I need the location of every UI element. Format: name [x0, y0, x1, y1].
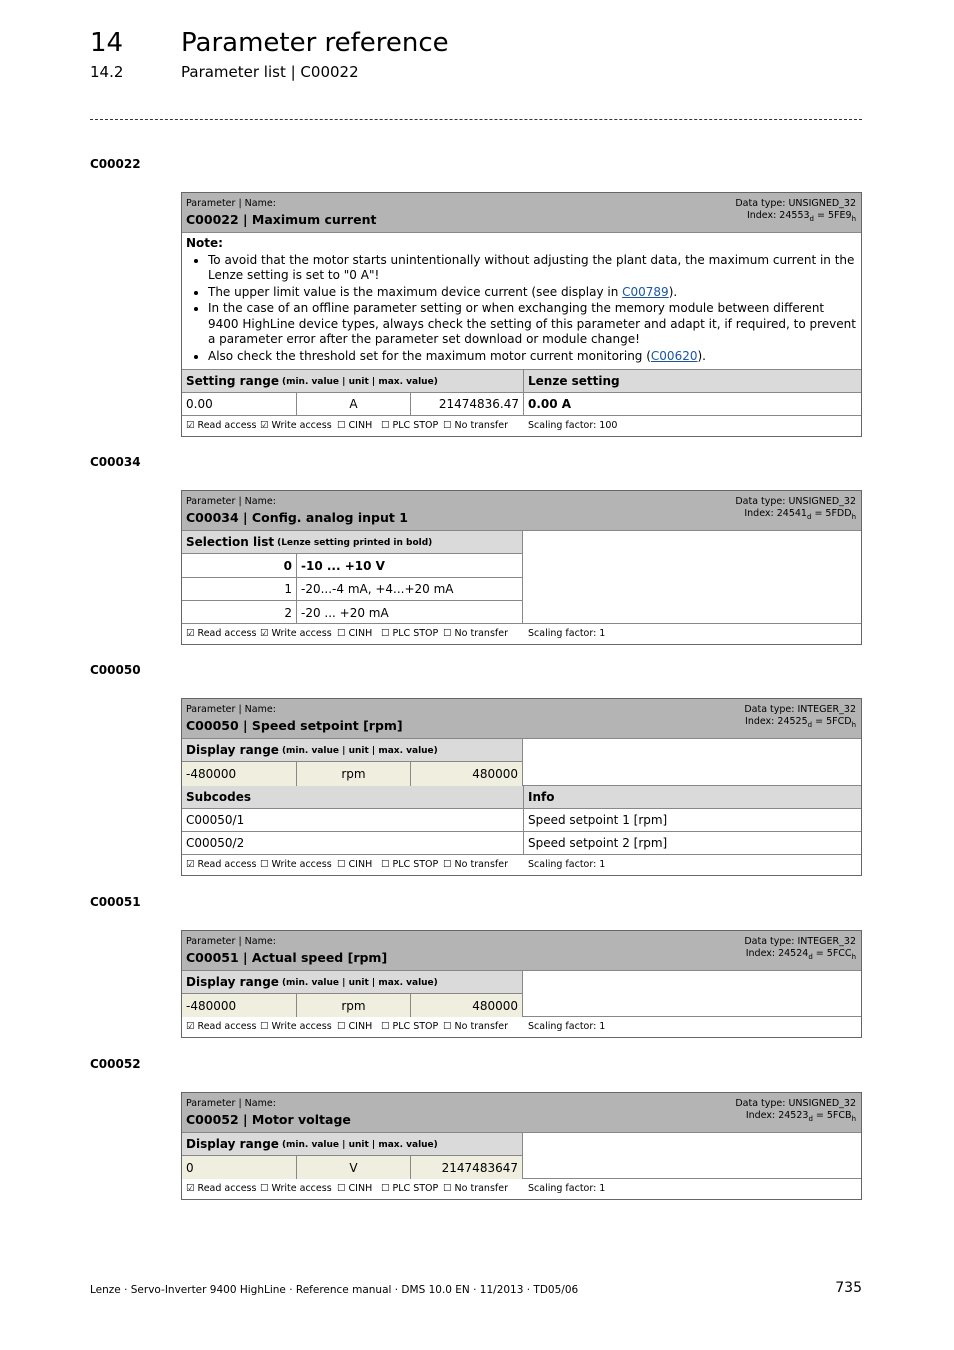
display-range-label: Display range (min. value | unit | max. value) [182, 739, 522, 761]
scaling-factor: Scaling factor: 1 [528, 1021, 606, 1032]
param-datatype: Data type: INTEGER_32 Index: $24525_d = 5FCD_h$ [744, 704, 856, 729]
page-footer: Lenze · Servo-Inverter 9400 HighLine · Reference manual · DMS 10.0 EN · 11/2013 · TD05/06 [90, 1284, 579, 1296]
subcode-info: Speed setpoint 2 [rpm] [523, 832, 861, 854]
option-label: -10 ... +10 V [296, 554, 522, 577]
option-label: -20...-4 mA, +4...+20 mA [296, 578, 522, 600]
param-heading-c00034: C00034 [90, 455, 141, 469]
subcode-code: C00050/2 [186, 836, 245, 850]
scaling-factor: Scaling factor: 100 [528, 420, 618, 431]
cinh-flag: ☐ CINH [337, 1183, 373, 1194]
plc-stop-flag: ☐ PLC STOP [381, 1183, 439, 1194]
param-header [182, 1093, 861, 1133]
write-access: ☑ Write access [260, 628, 332, 639]
plc-stop-flag: ☐ PLC STOP [381, 628, 439, 639]
scaling-factor: Scaling factor: 1 [528, 1183, 606, 1194]
plc-stop-flag: ☐ PLC STOP [381, 859, 439, 870]
param-heading-c00050: C00050 [90, 663, 141, 677]
param-header [182, 491, 861, 531]
no-transfer-flag: ☐ No transfer [443, 420, 508, 431]
read-access: ☑ Read access [186, 420, 257, 431]
note-item: • To avoid that the motor starts unintentionally without adjusting the plant data, the maximum current in the Lenze setting is set to "0 A"! [208, 253, 857, 284]
write-access: ☐ Write access [260, 859, 332, 870]
write-access: ☑ Write access [260, 420, 332, 431]
param-header [182, 193, 861, 233]
range-header-row [182, 370, 861, 393]
subcodes-label: Subcodes [182, 786, 523, 808]
option-value: 2 [284, 605, 292, 620]
param-datatype: Data type: UNSIGNED_32 Index: $24553_d = 5FE9_h$ [735, 198, 856, 223]
param-heading-c00052: C00052 [90, 1057, 141, 1071]
param-header [182, 699, 861, 739]
plc-stop-flag: ☐ PLC STOP [381, 420, 439, 431]
subcode-row [182, 809, 861, 832]
note-block [182, 233, 861, 370]
note-label: Note: [186, 236, 223, 250]
range-max: 480000 [410, 994, 522, 1017]
display-range-block [182, 1133, 861, 1179]
selection-option [182, 578, 522, 601]
read-access: ☑ Read access [186, 859, 257, 870]
cinh-flag: ☐ CINH [337, 1021, 373, 1032]
param-label: Parameter | Name: [186, 198, 276, 209]
param-label: Parameter | Name: [186, 704, 276, 715]
cinh-flag: ☐ CINH [337, 859, 373, 870]
read-access: ☑ Read access [186, 1021, 257, 1032]
range-min: -480000 [182, 994, 296, 1017]
section-number: 14.2 [90, 63, 124, 81]
param-header [182, 931, 861, 971]
access-row [182, 855, 861, 875]
subcode-code: C00050/1 [186, 813, 245, 827]
plc-stop-flag: ☐ PLC STOP [381, 1021, 439, 1032]
note-item: • Also check the threshold set for the maximum motor current monitoring (C00620). [208, 349, 857, 365]
write-access: ☐ Write access [260, 1021, 332, 1032]
section-title: Parameter list | C00022 [181, 63, 359, 81]
subcodes-header-row [182, 786, 861, 809]
selection-option [182, 554, 522, 578]
lenze-setting-label: Lenze setting [523, 370, 861, 392]
option-label: -20 ... +20 mA [296, 601, 522, 624]
range-unit: rpm [296, 762, 410, 786]
range-max: 480000 [410, 762, 522, 786]
param-name: C00051 | Actual speed [rpm] [186, 950, 388, 965]
range-value-row [182, 393, 861, 416]
param-name: C00034 | Config. analog input 1 [186, 510, 408, 525]
param-datatype: Data type: UNSIGNED_32 Index: $24541_d = 5FDD_h$ [735, 496, 856, 521]
param-table-c00051 [181, 930, 862, 1038]
param-heading-c00022: C00022 [90, 157, 141, 171]
read-access: ☑ Read access [186, 628, 257, 639]
no-transfer-flag: ☐ No transfer [443, 628, 508, 639]
param-heading-c00051: C00051 [90, 895, 141, 909]
scaling-factor: Scaling factor: 1 [528, 859, 606, 870]
scaling-factor: Scaling factor: 1 [528, 628, 606, 639]
range-min: -480000 [182, 762, 296, 786]
param-table-c00034 [181, 490, 862, 645]
display-range-block [182, 971, 861, 1017]
selection-list [182, 531, 523, 624]
access-row [182, 1017, 861, 1037]
note-list [186, 253, 857, 365]
lenze-setting-value: 0.00 A [523, 393, 861, 415]
subcode-info: Speed setpoint 1 [rpm] [523, 809, 861, 831]
param-label: Parameter | Name: [186, 496, 276, 507]
param-label: Parameter | Name: [186, 936, 276, 947]
selection-option [182, 601, 522, 624]
range-unit: V [296, 1156, 410, 1179]
param-table-c00050 [181, 698, 862, 876]
note-item: • In the case of an offline parameter setting or when exchanging the memory module between different 9400 HighLine device types, always check the setting of this parameter and adapt it, if required, to prevent a parameter error after the parameter set download or module change! [208, 301, 857, 348]
range-max: 2147483647 [410, 1156, 522, 1179]
selection-block [182, 531, 861, 624]
display-range-label: Display range (min. value | unit | max. value) [182, 1133, 522, 1155]
range-unit: A [296, 393, 410, 415]
no-transfer-flag: ☐ No transfer [443, 859, 508, 870]
display-range-block [182, 739, 861, 786]
note-item: • The upper limit value is the maximum device current (see display in C00789). [208, 285, 857, 301]
link-c00789[interactable]: C00789 [622, 284, 669, 299]
range-max: 21474836.47 [410, 393, 523, 415]
cinh-flag: ☐ CINH [337, 628, 373, 639]
setting-range-label: Setting range (min. value | unit | max. value) [182, 370, 523, 392]
write-access: ☐ Write access [260, 1183, 332, 1194]
chapter-title: Parameter reference [181, 28, 449, 58]
access-row [182, 1179, 861, 1199]
param-name: C00052 | Motor voltage [186, 1112, 351, 1127]
param-table-c00022 [181, 192, 862, 437]
no-transfer-flag: ☐ No transfer [443, 1183, 508, 1194]
param-label: Parameter | Name: [186, 1098, 276, 1109]
range-min: 0.00 [186, 397, 213, 411]
range-min: 0 [182, 1156, 296, 1179]
link-c00620[interactable]: C00620 [650, 348, 698, 363]
page-number: 735 [835, 1280, 862, 1296]
access-row [182, 416, 861, 436]
header-divider [90, 119, 862, 120]
param-name: C00022 | Maximum current [186, 212, 377, 227]
info-label: Info [523, 786, 861, 808]
subcode-row [182, 832, 861, 855]
param-datatype: Data type: INTEGER_32 Index: $24524_d = 5FCC_h$ [744, 936, 856, 961]
option-value: 1 [284, 582, 292, 596]
range-unit: rpm [296, 994, 410, 1017]
read-access: ☑ Read access [186, 1183, 257, 1194]
param-datatype: Data type: UNSIGNED_32 Index: $24523_d = 5FCB_h$ [735, 1098, 856, 1123]
display-range-label: Display range (min. value | unit | max. value) [182, 971, 522, 993]
chapter-number: 14 [90, 28, 124, 58]
access-row [182, 624, 861, 644]
option-value: 0 [283, 558, 292, 573]
param-table-c00052 [181, 1092, 862, 1200]
selection-list-label: Selection list (Lenze setting printed in bold) [182, 531, 522, 553]
param-name: C00050 | Speed setpoint [rpm] [186, 718, 403, 733]
cinh-flag: ☐ CINH [337, 420, 373, 431]
no-transfer-flag: ☐ No transfer [443, 1021, 508, 1032]
